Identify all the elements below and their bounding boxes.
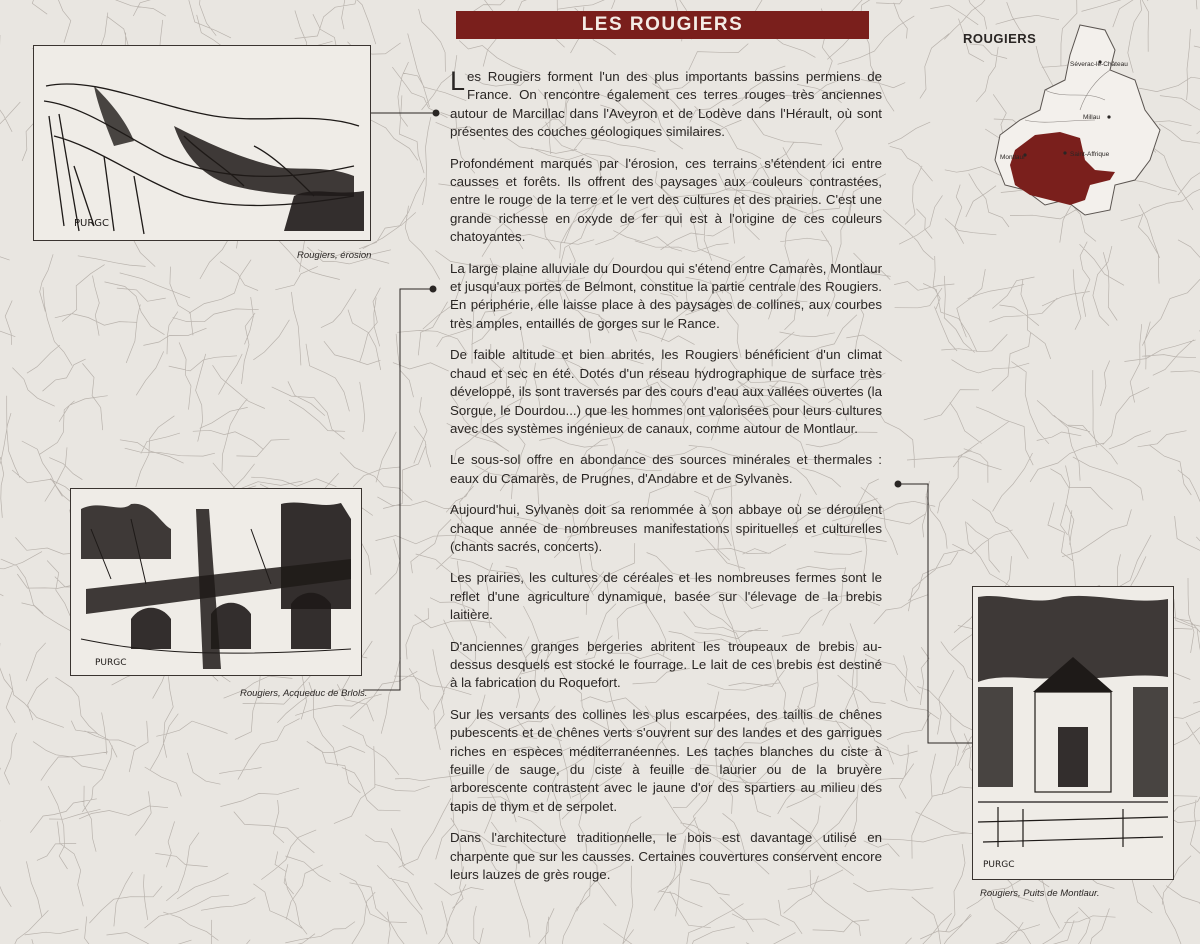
map-town-label: Séverac-le-Château (1070, 61, 1128, 68)
signature-text: PURGC (74, 218, 110, 229)
map-title: ROUGIERS (963, 31, 1037, 46)
map-town-label: Saint-Affrique (1070, 151, 1110, 158)
paragraph: Dans l'architecture traditionnelle, le bois est davantage utilisé en charpente que sur les causses. Certaines couvertures conservent encore leurs lauzes de grès rouge. (450, 830, 882, 883)
paragraph: Profondément marqués par l'érosion, ces terrains s'étendent ici entre causses et forêts. Ils offrent des paysages aux couleurs contrastées, entre le rouge de la terre et le vert des cultures et des prairies. C'est une grande richesse en oxyde de fer qui est à l'origine de ces couleurs chatoyantes. (450, 155, 882, 245)
map-town-label: Millau (1083, 114, 1100, 121)
caption-well: Rougiers, Puits de Montlaur. (980, 888, 1100, 899)
paragraph: D'anciennes granges bergeries abritent les troupeaux de brebis au-dessus desquels est stocké le fourrage. Le lait de ces brebis est destiné à la fabrication du Roquefort. (450, 638, 882, 691)
map-town-label: Montlaur (1000, 154, 1026, 161)
signature-text: PURGC (983, 860, 1015, 870)
paragraph: La large plaine alluviale du Dourdou qui s'étend entre Camarès, Montlaur et jusqu'aux portes de Belmont, constitue la partie centrale des Rougiers. En périphérie, elle laisse place à des paysages de collines, aux courbes très amples, entaillés de gorges sur le Rance. (450, 260, 882, 331)
erosion-sketch (33, 45, 371, 241)
paragraph: Le sous-sol offre en abondance des sources minérales et thermales : eaux du Camarès, de Prugnes, d'Andabre et de Sylvanès. (450, 452, 882, 486)
paragraph: Sur les versants des collines les plus escarpées, des taillis de chênes pubescents et de chênes verts s'ouvrent sur des landes et des garrigues riches en espèces méditerranéennes. Les taches blanches du ciste à feuille de sauge, du ciste à feuille de laurier ou de la bruyère arborescente contrastent avec le jaune d'or des spartiers au milieu des tapis de thym et de serpolet. (450, 706, 882, 814)
caption-erosion: Rougiers, érosion (297, 250, 372, 261)
page-title: LES ROUGIERS (456, 11, 869, 39)
region-map (985, 20, 1165, 220)
well-sketch (972, 586, 1174, 880)
paragraph: Les Rougiers forment l'un des plus importants bassins permiens de France. On rencontre également ces terres rouges très anciennes autour de Marcillac dans l'Aveyron et de Lodève dans l'Hérault, où sont présentes des couches géologiques similaires. (450, 66, 882, 140)
aqueduct-sketch (70, 488, 362, 676)
paragraph: Aujourd'hui, Sylvanès doit sa renommée à son abbaye où se déroulent chaque année de nombreuses manifestations spirituelles et culturelles (chants sacrés, concerts). (450, 502, 882, 554)
caption-aqueduct: Rougiers, Acqueduc de Brlols. (240, 688, 368, 699)
paragraph: Les prairies, les cultures de céréales et les nombreuses fermes sont le reflet d'une agriculture dynamique, basée sur l'élevage de la brebis laitière. (450, 570, 882, 623)
signature-text: PURGC (95, 658, 127, 668)
body-text (450, 68, 882, 897)
paragraph: De faible altitude et bien abrités, les Rougiers bénéficient d'un climat chaud et sec en été. Dotés d'un réseau hydrographique de surface très développé, ils sont traversés par des cours d'eau aux vallées ouvertes (la Sorgue, le Dourdou...) que les hommes ont valorisées pour leurs cultures avec des systèmes ingénieux de canaux, comme autour de Montlaur. (450, 347, 882, 436)
